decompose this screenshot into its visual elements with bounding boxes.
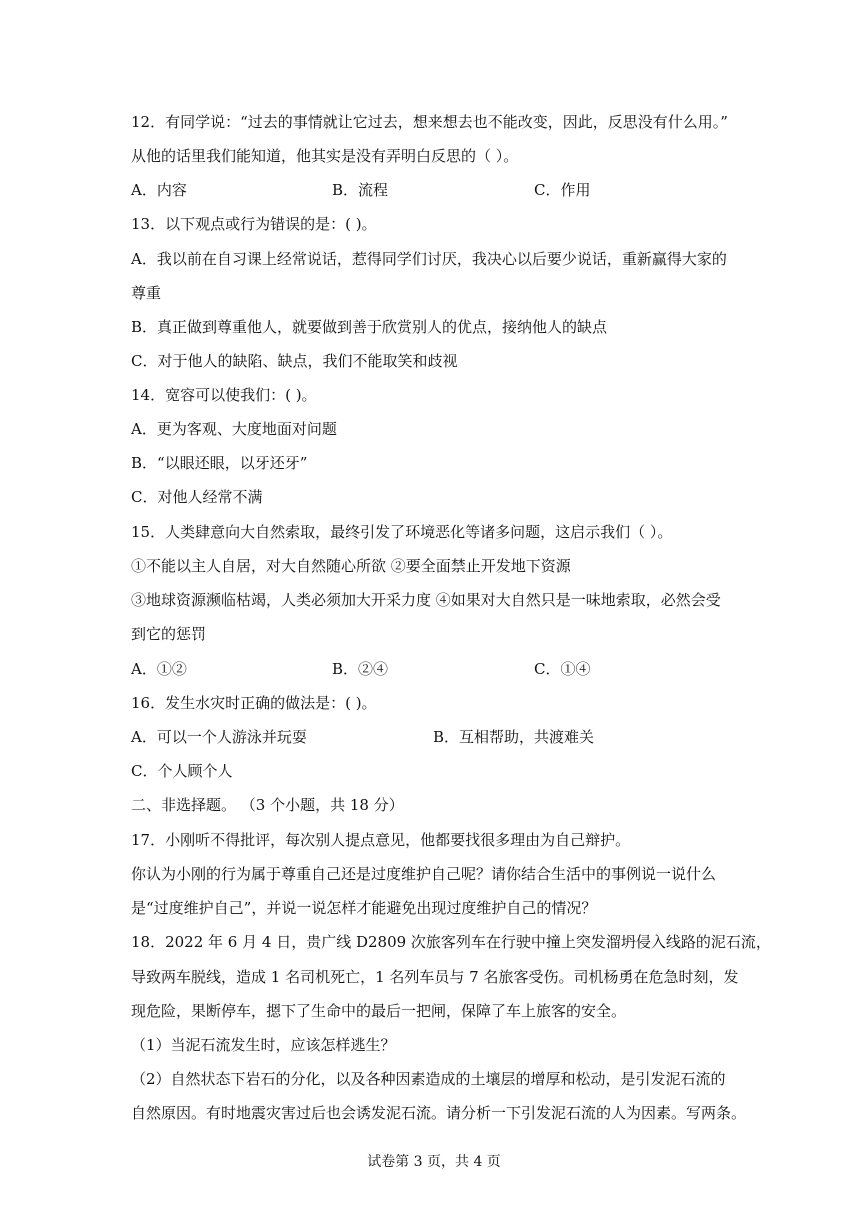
q17-line2: 你认为小刚的行为属于尊重自己还是过度维护自己呢？请你结合生活中的事例说一说什么 bbox=[131, 865, 717, 883]
q14-option-a: A．更为客观、大度地面对问题 bbox=[131, 420, 337, 438]
q12-stem-line1: 12．有同学说：“过去的事情就让它过去，想来想去也不能改变，因此，反思没有什么用。” bbox=[131, 113, 728, 131]
q14-stem: 14．宽容可以使我们：( )。 bbox=[131, 386, 317, 404]
q15-stem: 15．人类肆意向大自然索取，最终引发了环境恶化等诸多问题，这启示我们（ ）。 bbox=[131, 523, 673, 541]
q18-line1: 18．2022 年 6 月 4 日，贵广线 D2809 次旅客列车在行驶中撞上突发溜坍侵入线路的泥石流， bbox=[131, 933, 771, 951]
q15-items-line2: ③地球资源濒临枯竭，人类必须加大开采力度 ④如果对大自然只是一味地索取，必然会受 bbox=[131, 591, 721, 609]
q16-option-c: C．个人顾个人 bbox=[131, 762, 233, 780]
q16-stem: 16．发生水灾时正确的做法是：( )。 bbox=[131, 694, 377, 712]
q15-items-line1: ①不能以主人自居，对大自然随心所欲 ②要全面禁止开发地下资源 bbox=[131, 557, 571, 575]
q15-items-line3: 到它的惩罚 bbox=[131, 625, 207, 643]
q18-sub2-line2: 自然原因。有时地震灾害过后也会诱发泥石流。请分析一下引发泥石流的人为因素。写两条。 bbox=[131, 1104, 747, 1122]
q12-option-c: C．作用 bbox=[534, 181, 591, 199]
section2-title: 二、非选择题。 （3 个小题，共 18 分） bbox=[131, 796, 404, 814]
q13-option-b: B．真正做到尊重他人，就要做到善于欣赏别人的优点，接纳他人的缺点 bbox=[131, 318, 608, 336]
q14-option-b: B．“以眼还眼，以牙还牙” bbox=[131, 454, 308, 472]
q13-option-c: C．对于他人的缺陷、缺点，我们不能取笑和歧视 bbox=[131, 352, 458, 370]
q18-sub1: （1）当泥石流发生时，应该怎样逃生？ bbox=[131, 1036, 396, 1054]
q13-option-a-line2: 尊重 bbox=[131, 284, 162, 302]
q15-option-b: B．②④ bbox=[332, 660, 389, 678]
q18-sub2-line1: （2）自然状态下岩石的分化，以及各种因素造成的土壤层的增厚和松动，是引发泥石流的 bbox=[131, 1070, 726, 1088]
page-footer: 试卷第 3 页，共 4 页 bbox=[367, 1154, 501, 1170]
q17-line1: 17．小刚听不得批评，每次别人提点意见，他都要找很多理由为自己辩护。 bbox=[131, 831, 631, 849]
q16-options bbox=[131, 727, 751, 749]
q18-line3: 现危险，果断停车，摁下了生命中的最后一把闸，保障了车上旅客的安全。 bbox=[131, 1002, 627, 1020]
q15-options bbox=[131, 659, 751, 681]
q14-option-c: C．对他人经常不满 bbox=[131, 488, 263, 506]
q16-option-b: B．互相帮助，共渡难关 bbox=[433, 728, 595, 746]
q15-option-c: C．①④ bbox=[534, 660, 591, 678]
q16-option-a: A．可以一个人游泳并玩耍 bbox=[131, 728, 307, 746]
q12-options bbox=[131, 180, 751, 202]
q17-line3: 是“过度维护自己”，并说一说怎样才能避免出现过度维护自己的情况？ bbox=[131, 899, 597, 917]
q12-option-b: B．流程 bbox=[332, 181, 389, 199]
q13-stem: 13．以下观点或行为错误的是：( )。 bbox=[131, 215, 377, 233]
q12-stem-line2: 从他的话里我们能知道，他其实是没有弄明白反思的（ ）。 bbox=[131, 147, 519, 165]
q15-option-a: A．①② bbox=[131, 660, 187, 678]
q13-option-a-line1: A．我以前在自习课上经常说话，惹得同学们讨厌，我决心以后要少说话，重新赢得大家的 bbox=[131, 250, 727, 268]
q12-option-a: A．内容 bbox=[131, 181, 187, 199]
q18-line2: 导致两车脱线，造成 1 名司机死亡，1 名列车员与 7 名旅客受伤。司机杨勇在危急时刻，发 bbox=[131, 968, 739, 986]
